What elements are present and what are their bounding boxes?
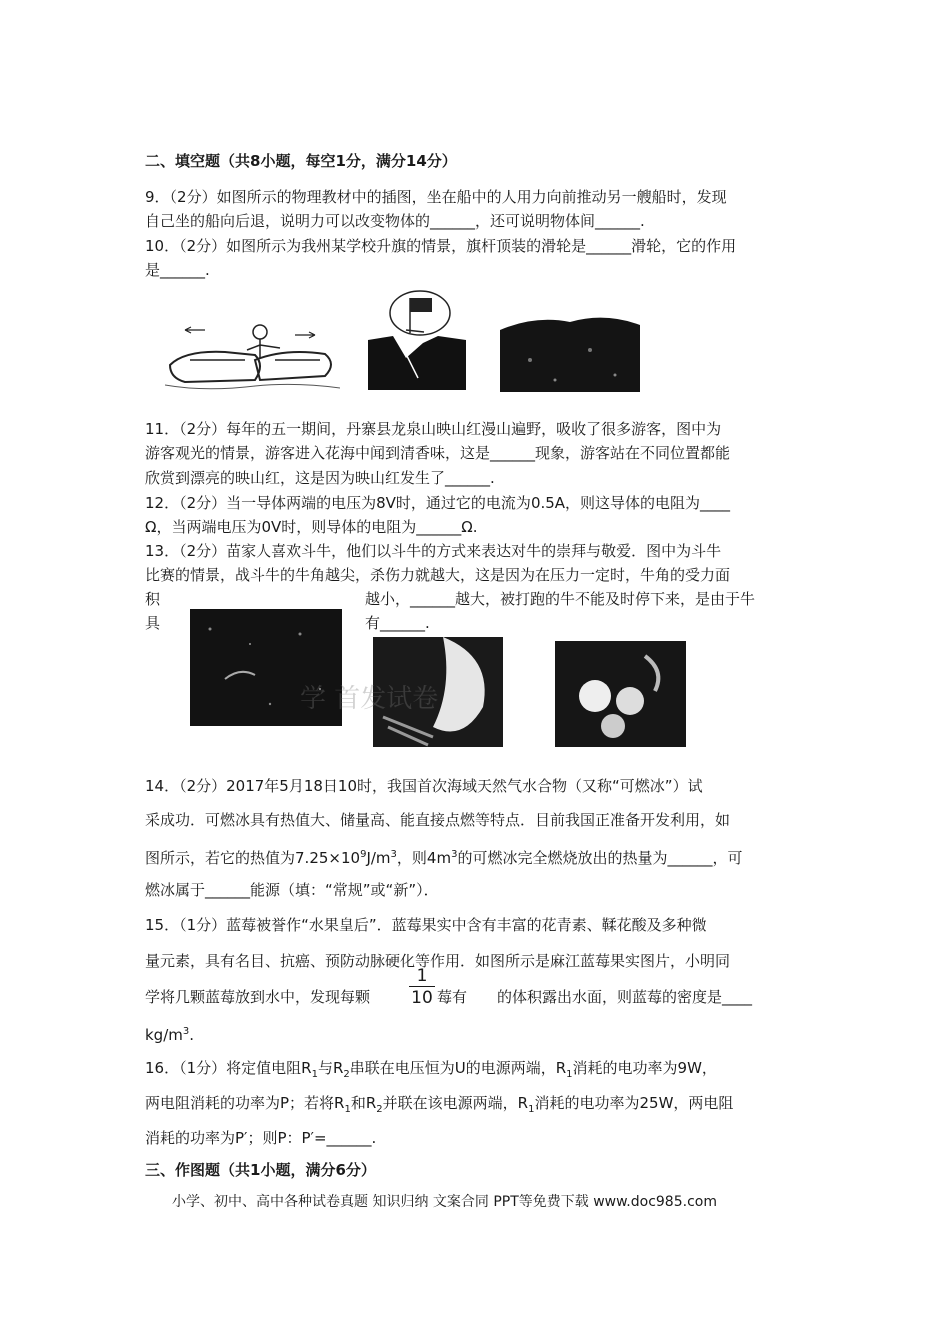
boat-illustration — [165, 320, 340, 395]
q12-line2: Ω，当两端电压为0V时，则导体的电阻为______Ω. — [145, 518, 478, 536]
q12-line1: 12．（2分）当一导体两端的电压为8V时，通过它的电流为0.5A，则这导体的电阻为____ — [145, 494, 731, 512]
q11-line2: 游客观光的情景，游客进入花海中闻到清香味，这是______现象，游客站在不同位置都能 — [145, 444, 731, 462]
flag-raising-illustration — [368, 288, 466, 390]
fraction-denominator: 10 — [411, 988, 433, 1008]
q16-line1: 16．（1分）将定值电阻$R_1$与$R_2$串联在电压恒为U的电源两端，$R_1$消耗的电功率为9W， — [145, 1059, 717, 1080]
q13-line3a: 积 — [145, 590, 161, 608]
page-footer: 小学、初中、高中各种试卷真题 知识归纳 文案合同 PPT等免费下载 www.doc985.com — [172, 1194, 717, 1210]
q13-line3b: 越小，______越大，被打跑的牛不能及时停下来，是由于牛 — [365, 590, 756, 608]
watermark: 学 首发试卷 — [300, 684, 439, 714]
q13-line4b: 有______. — [365, 614, 430, 632]
q16-line3: 消耗的功率为P′；则P：P′=______. — [145, 1129, 377, 1147]
q9-line2: 自己坐的船向后退，说明力可以改变物体的______，还可说明物体间______. — [145, 212, 645, 230]
q15-line4: $kg/m^3$. — [145, 1026, 195, 1044]
q15-line2: 量元素，具有名目、抗癌、预防动脉硬化等作用．如图所示是麻江蓝莓果实图片，小明同 — [145, 952, 731, 970]
q15-line3c: 的体积露出水面，则蓝莓的密度是____ — [497, 988, 753, 1006]
q15-line3a: 学将几颗蓝莓放到水中，发现每颗 — [145, 988, 371, 1006]
q14-line3: 图所示，若它的热值为$7.25\times 10^9J/m^3$，则$4m^3$的可燃冰完全燃烧放出的热量为______，可 — [145, 849, 743, 867]
q10-line1: 10．（2分）如图所示为我州某学校升旗的情景，旗杆顶装的滑轮是______滑轮，它的作用 — [145, 237, 737, 255]
q14-line4: 燃冰属于______能源（填：“常规”或“新”）． — [145, 881, 439, 899]
blueberry-photo — [555, 641, 686, 747]
q15-line1: 15．（1分）蓝莓被誉作“水果皇后”．蓝莓果实中含有丰富的花青素、鞣花酸及多种微 — [145, 916, 707, 934]
section3-title: 三、作图题（共1小题，满分6分） — [145, 1161, 376, 1179]
fraction-bar — [409, 986, 435, 987]
q13-line2: 比赛的情景，战斗牛的牛角越尖，杀伤力就越大，这是因为在压力一定时，牛角的受力面 — [145, 566, 731, 584]
q13-line4a: 具 — [145, 614, 161, 632]
q11-line3: 欣赏到漂亮的映山红，这是因为映山红发生了______. — [145, 469, 495, 487]
q11-line1: 11．（2分）每年的五一期间，丹寨县龙泉山映山红漫山遍野，吸收了很多游客，图中为 — [145, 420, 722, 438]
q9-line1: 9．（2分）如图所示的物理教材中的插图，坐在船中的人用力向前推动另一艘船时，发现 — [145, 188, 727, 206]
fraction-numerator: 1 — [416, 966, 428, 986]
q14-line1: 14．（2分）2017年5月18日10时，我国首次海域天然气水合物（又称“可燃冰”）试 — [145, 777, 703, 795]
q15-line3b: 莓有 — [437, 988, 468, 1006]
q14-line2: 采成功．可燃冰具有热值大、储量高、能直接点燃等特点．目前我国正准备开发利用，如 — [145, 811, 731, 829]
q13-line1: 13．（2分）苗家人喜欢斗牛，他们以斗牛的方式来表达对牛的崇拜与敬爱．图中为斗牛 — [145, 542, 722, 560]
section2-title: 二、填空题（共8小题，每空1分，满分14分） — [145, 152, 457, 170]
q10-line2: 是______. — [145, 261, 210, 279]
q16-line2: 两电阻消耗的功率为P；若将$R_1$和$R_2$并联在该电源两端，$R_1$消耗的电功率为25W，两电阻 — [145, 1094, 734, 1115]
flower-field-photo — [500, 310, 640, 392]
